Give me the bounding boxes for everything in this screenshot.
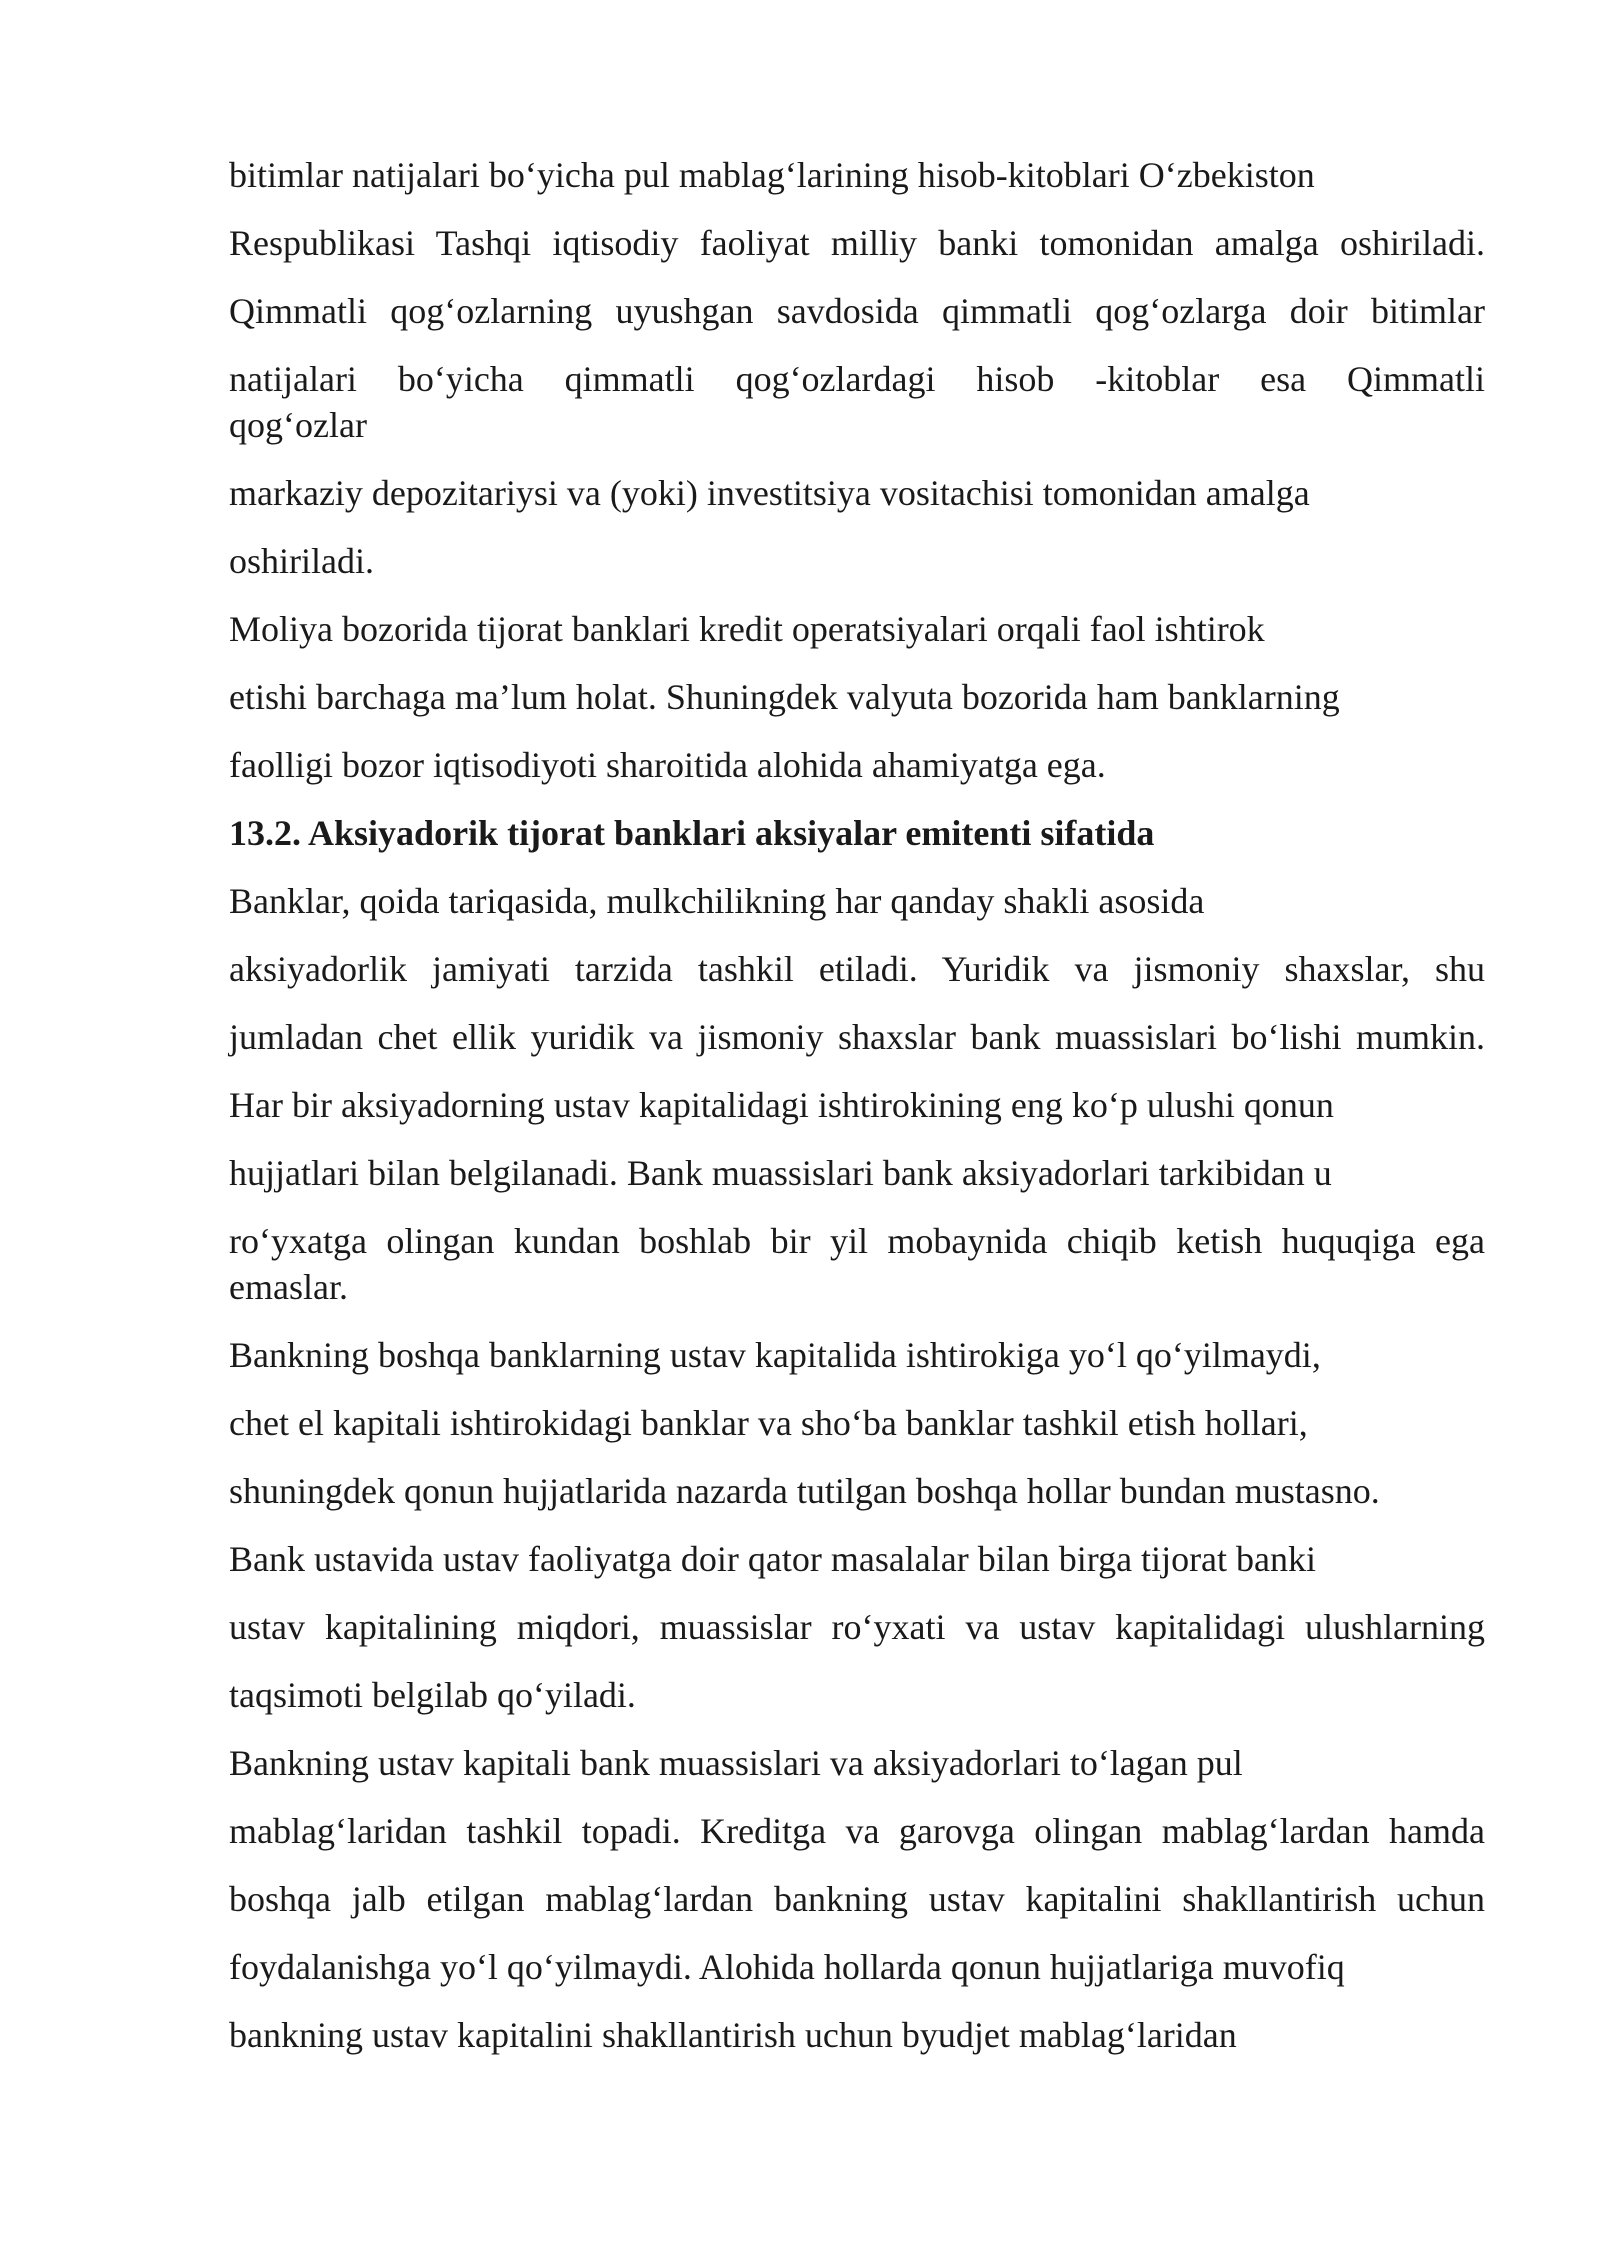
text-line: shuningdek qonun hujjatlarida nazarda tutilgan boshqa hollar bundan mustasno. [229,1471,1380,1511]
text-line: boshqa jalb etilgan mablag‘lardan bankning ustav kapitalini shakllantirish uchun [229,1879,1485,1919]
text-line: chet el kapitali ishtirokidagi banklar va sho‘ba banklar tashkil etish hollari, [229,1403,1308,1443]
text-line: natijalari bo‘yicha qimmatli qog‘ozlardagi hisob -kitoblar esa Qimmatli [229,359,1485,399]
text-line: etishi barchaga ma’lum holat. Shuningdek valyuta bozorida ham banklarning [229,677,1340,717]
text-line: ro‘yxatga olingan kundan boshlab bir yil mobaynida chiqib ketish huquqiga ega [229,1221,1485,1261]
text-line: bitimlar natijalari bo‘yicha pul mablag‘larining hisob-kitoblari O‘zbekiston [229,155,1315,195]
text-line: foydalanishga yo‘l qo‘yilmaydi. Alohida hollarda qonun hujjatlariga muvofiq [229,1947,1345,1987]
text-line: taqsimoti belgilab qo‘yiladi. [229,1675,636,1715]
text-line: Bankning boshqa banklarning ustav kapitalida ishtirokiga yo‘l qo‘yilmaydi, [229,1335,1321,1375]
section-heading: 13.2. Aksiyadorik tijorat banklari aksiyalar emitenti sifatida [229,813,1155,853]
text-line: jumladan chet ellik yuridik va jismoniy shaxslar bank muassislari bo‘lishi mumkin. [229,1017,1485,1057]
text-line: Har bir aksiyadorning ustav kapitalidagi ishtirokining eng ko‘p ulushi qonun [229,1085,1334,1125]
text-line: markaziy depozitariysi va (yoki) investitsiya vositachisi tomonidan amalga [229,473,1310,513]
text-line: Banklar, qoida tariqasida, mulkchilikning har qanday shakli asosida [229,881,1205,921]
text-line: Bankning ustav kapitali bank muassislari va aksiyadorlari to‘lagan pul [229,1743,1243,1783]
text-line: mablag‘laridan tashkil topadi. Kreditga va garovga olingan mablag‘lardan hamda [229,1811,1485,1851]
text-line: faolligi bozor iqtisodiyoti sharoitida alohida ahamiyatga ega. [229,745,1106,785]
text-line: bankning ustav kapitalini shakllantirish uchun byudjet mablag‘laridan [229,2015,1237,2055]
text-line: emaslar. [229,1267,348,1307]
text-line: Moliya bozorida tijorat banklari kredit operatsiyalari orqali faol ishtirok [229,609,1265,649]
document-body [229,150,1485,2078]
text-line: oshiriladi. [229,541,374,581]
text-line: Bank ustavida ustav faoliyatga doir qator masalalar bilan birga tijorat banki [229,1539,1317,1579]
text-line: Respublikasi Tashqi iqtisodiy faoliyat milliy banki tomonidan amalga oshiriladi. [229,223,1485,263]
text-line: ustav kapitalining miqdori, muassislar ro‘yxati va ustav kapitalidagi ulushlarning [229,1607,1485,1647]
text-line: qog‘ozlar [229,405,367,445]
text-line: aksiyadorlik jamiyati tarzida tashkil etiladi. Yuridik va jismoniy shaxslar, shu [229,949,1485,989]
text-line: Qimmatli qog‘ozlarning uyushgan savdosida qimmatli qog‘ozlarga doir bitimlar [229,291,1485,331]
text-line: hujjatlari bilan belgilanadi. Bank muassislari bank aksiyadorlari tarkibidan u [229,1153,1332,1193]
